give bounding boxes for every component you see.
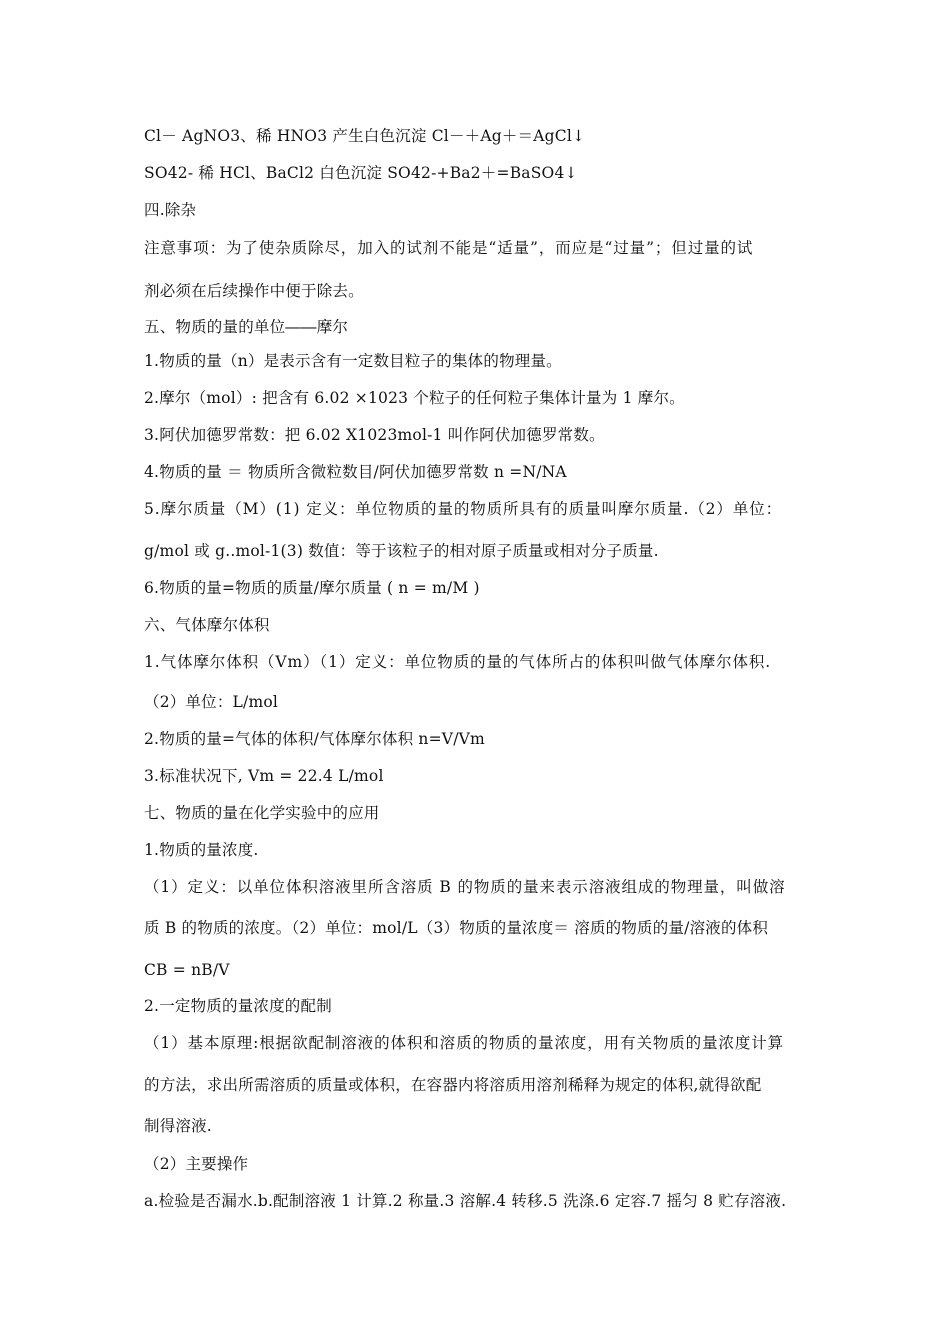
text-line: 3.标准状况下, Vm = 22.4 L/mol (144, 767, 384, 785)
text-line: a.检验是否漏水.b.配制溶液 1 计算.2 称量.3 溶解.4 转移.5 洗涤.6 定容.7 摇匀 8 贮存溶液. (144, 1192, 787, 1210)
section-heading-mole: 五、物质的量的单位――摩尔 (144, 318, 349, 336)
text-line: 3.阿伏加德罗常数：把 6.02 X1023mol-1 叫作阿伏加德罗常数。 (144, 426, 605, 444)
text-line: 1.物质的量（n）是表示含有一定数目粒子的集体的物理量。 (144, 352, 562, 370)
text-line: 4.物质的量 ＝ 物质所含微粒数目/阿伏加德罗常数 n =N/NA (144, 463, 567, 481)
text-line: 1.气体摩尔体积（Vm）（1）定义：单位物质的量的气体所占的体积叫做气体摩尔体积. (144, 653, 772, 671)
text-line: 制得溶液. (144, 1117, 212, 1135)
section-heading-application: 七、物质的量在化学实验中的应用 (144, 804, 380, 822)
text-line: （1）定义：以单位体积溶液里所含溶质 B 的物质的量来表示溶液组成的物理量，叫做溶 (144, 878, 786, 896)
text-line: 注意事项：为了使杂质除尽，加入的试剂不能是“适量”，而应是“过量”；但过量的试 (144, 239, 754, 257)
text-line: 2.物质的量=气体的体积/气体摩尔体积 n=V/Vm (144, 730, 485, 748)
text-line-chloride-test: Cl－ AgNO3、稀 HNO3 产生白色沉淀 Cl－＋Ag＋＝AgCl↓ (144, 127, 586, 145)
text-line: 剂必须在后续操作中便于除去。 (144, 282, 364, 300)
text-line: （2）单位：L/mol (144, 693, 279, 711)
text-line: 2.一定物质的量浓度的配制 (144, 997, 332, 1015)
section-heading-gas-molar-volume: 六、气体摩尔体积 (144, 616, 270, 634)
text-line: 质 B 的物质的浓度。（2）单位：mol/L（3）物质的量浓度＝ 溶质的物质的量/溶液的体积 (144, 919, 769, 937)
text-line: 5.摩尔质量（M）(1) 定义：单位物质的量的物质所具有的质量叫摩尔质量.（2）单位： (144, 500, 783, 518)
text-line: 1.物质的量浓度. (144, 841, 259, 859)
text-line: 2.摩尔（mol）: 把含有 6.02 ×1023 个粒子的任何粒子集体计量为 1 摩尔。 (144, 389, 685, 407)
text-line: （2）主要操作 (144, 1155, 249, 1173)
text-line: g/mol 或 g..mol-1(3) 数值：等于该粒子的相对原子质量或相对分子质量. (144, 542, 659, 560)
section-heading-impurity-removal: 四.除杂 (144, 201, 197, 219)
text-line: （1）基本原理:根据欲配制溶液的体积和溶质的物质的量浓度，用有关物质的量浓度计算 (144, 1034, 785, 1052)
text-line: 6.物质的量=物质的质量/摩尔质量 ( n = m/M ) (144, 579, 480, 597)
text-line-formula: CB = nB/V (144, 961, 230, 979)
text-line: 的方法，求出所需溶质的质量或体积，在容器内将溶质用溶剂稀释为规定的体积,就得欲配 (144, 1076, 762, 1094)
text-line-sulfate-test: SO42- 稀 HCl、BaCl2 白色沉淀 SO42-+Ba2＋=BaSO4↓ (144, 164, 578, 182)
